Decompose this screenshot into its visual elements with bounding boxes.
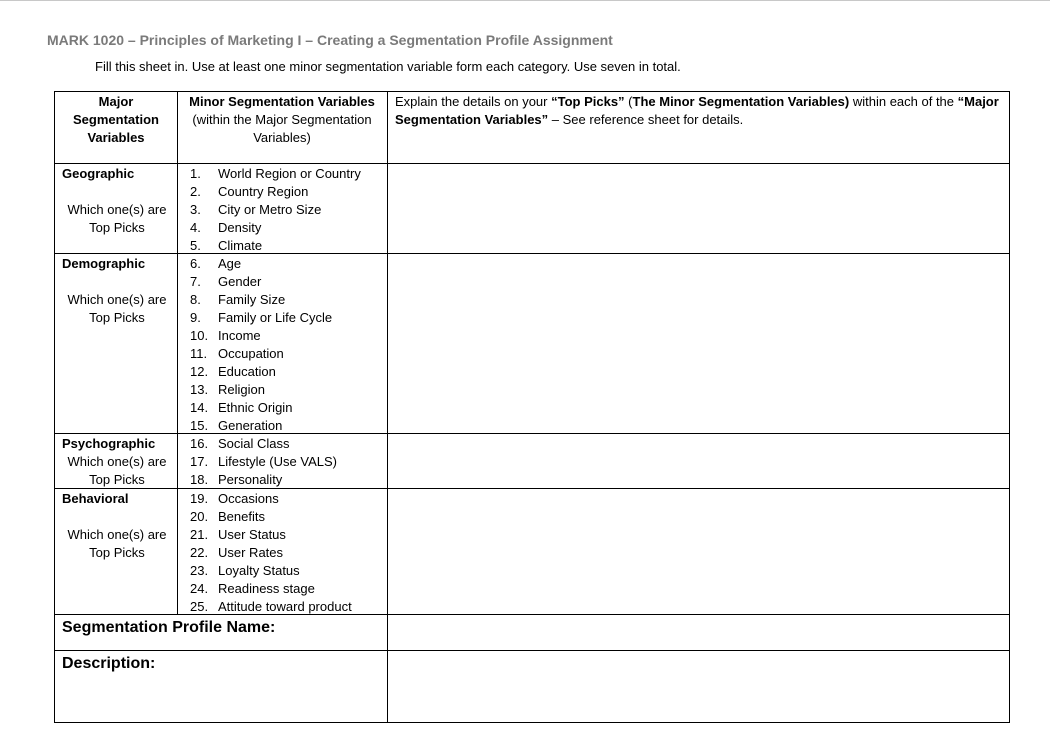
list-item: 9. Family or Life Cycle: [190, 310, 333, 325]
list-item: 21. User Status: [190, 527, 286, 542]
list-item: 8. Family Size: [190, 292, 286, 307]
list-item: 12. Education: [190, 364, 276, 379]
description-label: Description:: [62, 655, 156, 672]
header-minor-bold: Minor Segmentation Variables: [189, 94, 375, 109]
header-explain-major: “Major Segmentation Variables”: [395, 94, 999, 127]
major-psychographic: [62, 435, 172, 489]
list-item: 14. Ethnic Origin: [190, 400, 293, 415]
list-item: 5. Climate: [190, 238, 263, 253]
minor-list-demographic: [190, 255, 332, 435]
list-item: 23. Loyalty Status: [190, 563, 300, 578]
major-behavioral: [62, 490, 172, 562]
list-item: 22. User Rates: [190, 545, 284, 560]
list-item: 17. Lifestyle (Use VALS): [190, 454, 337, 469]
top-picks-question: Which one(s) are Top Picks: [67, 454, 167, 487]
minor-list-psychographic: [190, 435, 337, 489]
header-minor-rest: (within the Major Segmentation Variables): [192, 112, 372, 145]
major-name: Geographic: [62, 166, 135, 181]
list-item: 2. Country Region: [190, 184, 309, 199]
list-item: 10. Income: [190, 328, 261, 343]
profile-name-label: Segmentation Profile Name:: [62, 619, 276, 636]
instructions: Fill this sheet in. Use at least one minor segmentation variable form each category. Use seven in total.: [95, 59, 681, 74]
header-explain-top-picks: “Top Picks”: [551, 94, 625, 109]
major-name: Psychographic: [62, 436, 156, 451]
header-explain-mid1: (: [624, 94, 633, 109]
header-explain-post: – See reference sheet for details.: [548, 112, 744, 127]
top-picks-question: Which one(s) are Top Picks: [67, 292, 167, 325]
top-picks-question: Which one(s) are Top Picks: [67, 527, 167, 560]
list-item: 13. Religion: [190, 382, 265, 397]
list-item: 18. Personality: [190, 472, 283, 487]
list-item: 20. Benefits: [190, 509, 265, 524]
list-item: 7. Gender: [190, 274, 262, 289]
answer-cell-demographic[interactable]: [388, 254, 1009, 433]
major-name: Behavioral: [62, 491, 129, 506]
list-item: 19. Occasions: [190, 491, 279, 506]
list-item: 3. City or Metro Size: [190, 202, 322, 217]
header-minor: [181, 93, 383, 147]
col-divider-1: [177, 91, 178, 614]
header-major-text: Major Segmentation Variables: [73, 94, 159, 145]
list-item: 16. Social Class: [190, 436, 290, 451]
major-demographic: [62, 255, 172, 327]
description-input[interactable]: [388, 651, 1009, 722]
minor-list-behavioral: [190, 490, 352, 616]
header-explain-mid2: within each of the: [849, 94, 958, 109]
minor-list-geographic: [190, 165, 361, 255]
list-item: 1. World Region or Country: [190, 166, 361, 181]
answer-cell-geographic[interactable]: [388, 164, 1009, 253]
list-item: 25. Attitude toward product: [190, 599, 352, 614]
major-geographic: [62, 165, 172, 237]
header-explain-minor: The Minor Segmentation Variables): [632, 94, 850, 109]
page-title: MARK 1020 – Principles of Marketing I – Creating a Segmentation Profile Assignment: [47, 32, 613, 48]
profile-name-input[interactable]: [388, 615, 1009, 650]
list-item: 6. Age: [190, 256, 242, 271]
page-top-border: [0, 0, 1050, 1]
answer-cell-behavioral[interactable]: [388, 489, 1009, 614]
list-item: 4. Density: [190, 220, 262, 235]
top-picks-question: Which one(s) are Top Picks: [67, 202, 167, 235]
major-name: Demographic: [62, 256, 146, 271]
header-major: [68, 93, 164, 147]
header-explain-pre: Explain the details on your: [395, 94, 552, 109]
header-explain: [395, 93, 1005, 129]
answer-cell-psychographic[interactable]: [388, 434, 1009, 488]
list-item: 24. Readiness stage: [190, 581, 315, 596]
list-item: 11. Occupation: [190, 346, 284, 361]
list-item: 15. Generation: [190, 418, 283, 433]
